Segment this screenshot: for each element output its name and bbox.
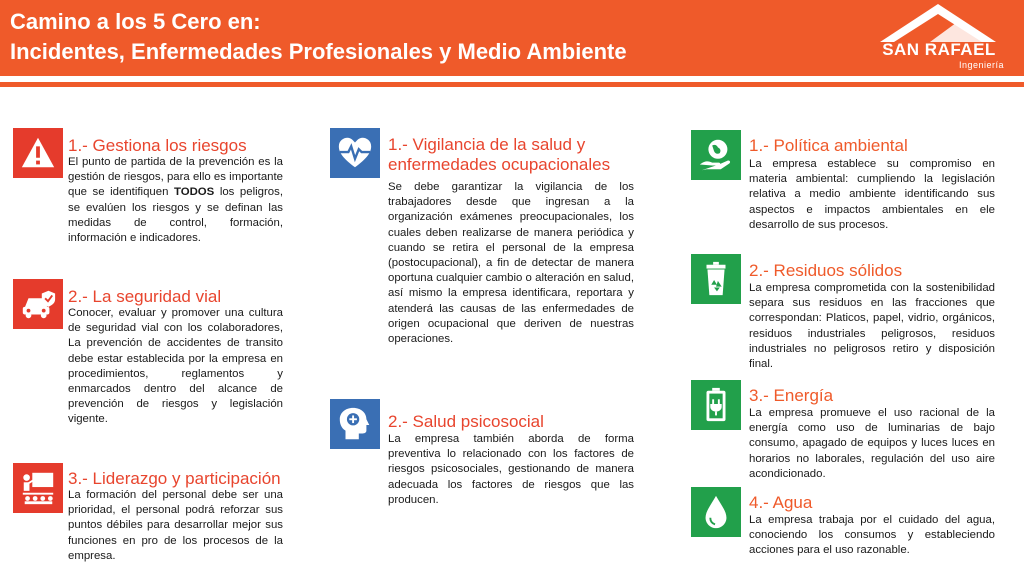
emphasis-todos: TODOS xyxy=(173,186,215,199)
section-heading-liderazgo: 3.- Liderazgo y participación xyxy=(68,469,281,488)
section-body-psicosocial: La empresa también aborda de forma preventiva lo relacionado con los factores de riesgos psicosociales, gestionando de manera adecuada los factores de riesgos que las producen. xyxy=(388,433,634,506)
section-heading-agua: 4.- Agua xyxy=(749,493,813,512)
section-heading-energia: 3.- Energía xyxy=(749,386,834,405)
header-banner xyxy=(0,0,1024,76)
logo-subtitle: Ingeniería xyxy=(958,60,1004,70)
section-body-liderazgo: La formación del personal debe ser una prioridad, el personal podrá reforzar sus puntos débiles para desarrollar mejor sus funciones en pro de los procesos de la empresa. xyxy=(68,489,283,562)
heart-pulse-icon xyxy=(330,128,380,178)
section-heading-riesgos: 1.- Gestiona los riesgos xyxy=(68,136,247,155)
recycle-bin-icon xyxy=(691,254,741,304)
logo-name: SAN RAFAEL xyxy=(882,40,996,59)
section-heading-psicosocial: 2.- Salud psicosocial xyxy=(388,412,544,431)
battery-plug-icon xyxy=(691,380,741,430)
section-body-riesgos: El punto de partida de la prevención es la gestión de riesgos, para ello es importante que se identifiquen TODOS los peligros, se evalúen los riesgos y se definan las medidas de control, formación, información e indicadores. xyxy=(68,156,283,245)
globe-hand-icon xyxy=(691,130,741,180)
section-body-agua: La empresa trabaja por el cuidado del agua, conociendo los consumos y estableciendo acciones para el uso razonable. xyxy=(749,514,995,557)
section-heading-politica: 1.- Política ambiental xyxy=(749,136,908,155)
section-heading-vigilancia: 1.- Vigilancia de la salud y enfermedades ocupacionales xyxy=(388,135,611,174)
presentation-icon xyxy=(13,463,63,513)
section-heading-residuos: 2.- Residuos sólidos xyxy=(749,261,903,280)
mountain-logo-icon xyxy=(860,2,1020,44)
section-body-politica: La empresa establece su compromiso en materia ambiental: cumpliendo la legislación relativa a medio ambiente identificando sus aspectos e impactos ambientales en ele desarrollo de sus procesos. xyxy=(749,158,995,231)
section-body-energia: La empresa promueve el uso racional de la energía como uso de luminarias de bajo consumo, apagado de equipos y luces luces en horarios no laborales, regulación del uso aire acondicionado. xyxy=(749,407,995,480)
car-shield-icon xyxy=(13,279,63,329)
section-body-residuos: La empresa comprometida con la sostenibilidad separa sus residuos en las fracciones que correspondan: Platicos, papel, vidrio, orgánicos, residuos industriales peligrosos, residuos industriales no peligrosos retiro y disposición final. xyxy=(749,282,995,371)
title-line-1: Camino a los 5 Cero en: xyxy=(10,9,261,34)
page-title xyxy=(10,7,627,67)
water-drop-icon xyxy=(691,487,741,537)
title-line-2: Incidentes, Enfermedades Profesionales y Medio Ambiente xyxy=(10,39,627,64)
company-logo xyxy=(860,2,1020,74)
warning-icon xyxy=(13,128,63,178)
section-body-seguridad-vial: Conocer, evaluar y promover una cultura de seguridad vial con los colaboradores, La prevención de accidentes de transito debe estar establecida por la empresa en procedimientos, reglamentos y enmarcados dentro del alcance de prevención de riesgos y legislación vigente. xyxy=(68,307,283,426)
header-divider xyxy=(0,82,1024,87)
head-plus-icon xyxy=(330,399,380,449)
section-heading-seguridad-vial: 2.- La seguridad vial xyxy=(68,287,222,306)
section-body-vigilancia: Se debe garantizar la vigilancia de los trabajadores desde que ingresan a la organización exámenes preocupacionales, los cuales deben realizarse de manera periódica y cuando se retira el personal de la empresa (postocupacional), a fin de detectar de manera oportuna cualquier cambio o alteración en salud, así mismo la empresa identificara, reportara y atenderá las causas de las enfermedades de origen ocupacional que deriven de nuestras operaciones. xyxy=(388,181,634,346)
